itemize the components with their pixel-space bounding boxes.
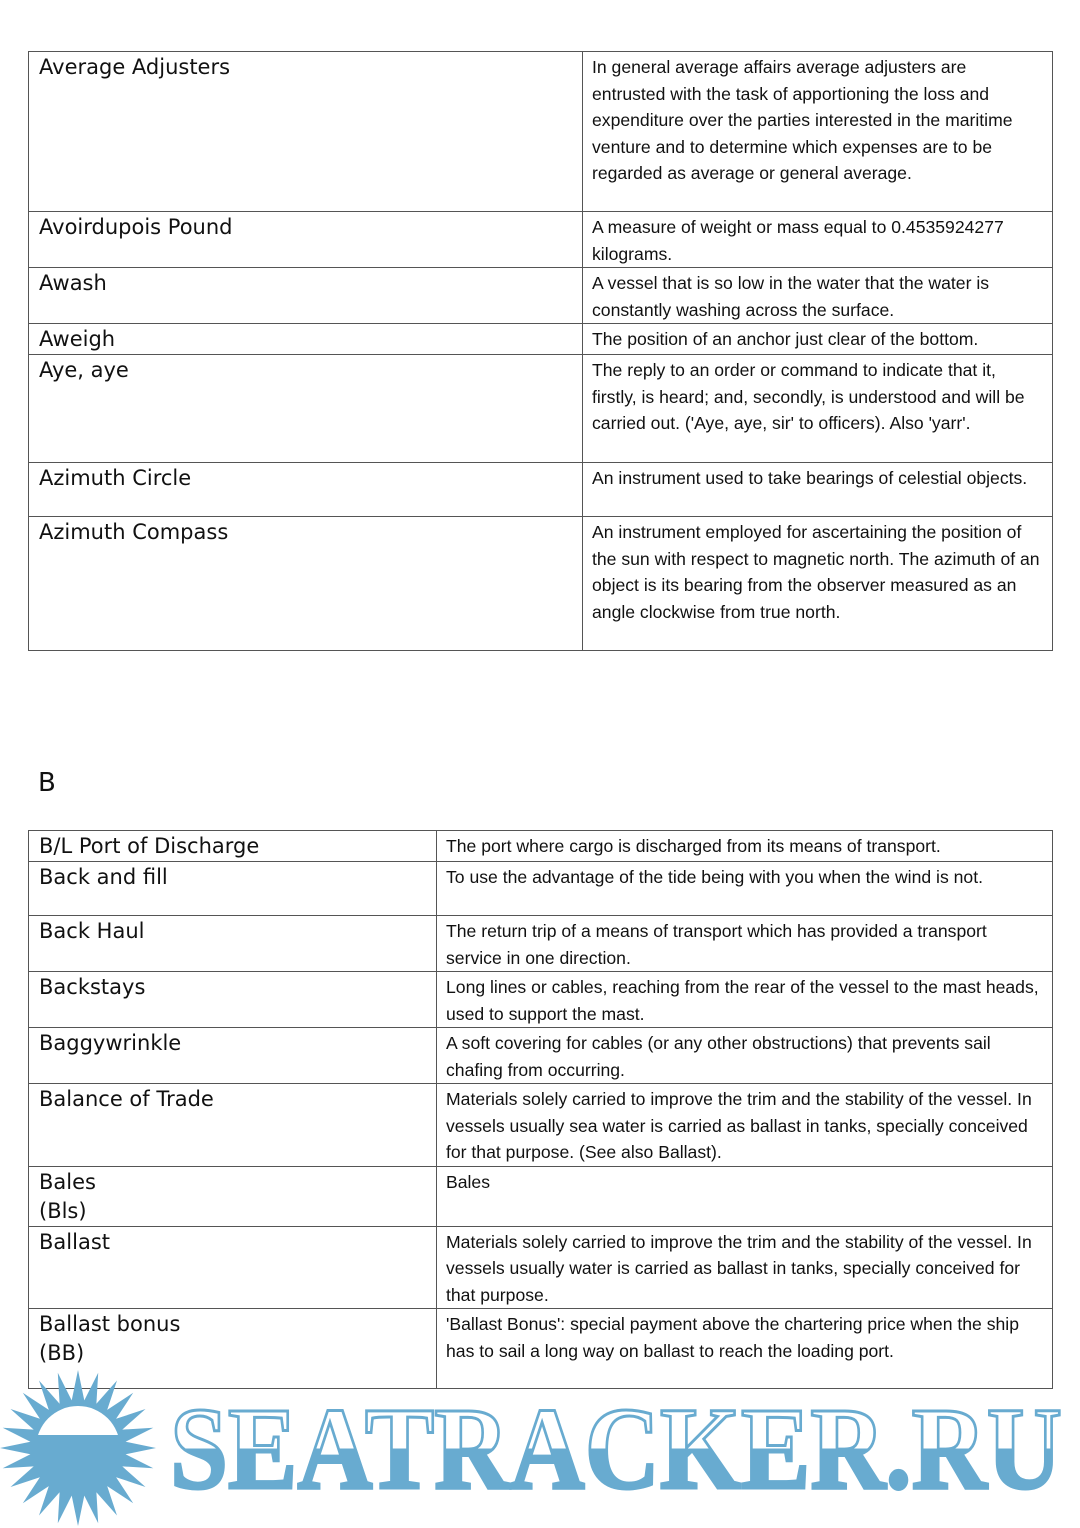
- table-row: [29, 463, 1053, 517]
- definition-cell: To use the advantage of the tide being with you when the wind is not.: [437, 862, 1053, 916]
- table-row: [29, 52, 1053, 212]
- seatracker-logo: [0, 1370, 1080, 1528]
- table-row: [29, 324, 1053, 355]
- glossary-table-a: [28, 51, 1053, 651]
- table-row: [29, 517, 1053, 651]
- definition-cell: An instrument employed for ascertaining the position of the sun with respect to magnetic north. The azimuth of an object is its bearing from the observer measured as an angle clockwise from true north.: [583, 517, 1053, 651]
- term-cell: Ballast bonus (BB): [29, 1309, 437, 1389]
- table-row: [29, 1084, 1053, 1167]
- table-row: [29, 212, 1053, 268]
- term-cell: Azimuth Circle: [29, 463, 583, 517]
- table-row: [29, 268, 1053, 324]
- definition-cell: Materials solely carried to improve the trim and the stability of the vessel. In vessels usually sea water is carried as ballast in tanks, specially conceived for that purpose. (See also Ballast).: [437, 1084, 1053, 1167]
- term-cell: Bales (Bls): [29, 1166, 437, 1226]
- table-row: [29, 831, 1053, 862]
- definition-cell: The port where cargo is discharged from its means of transport.: [437, 831, 1053, 862]
- glossary-table-b: [28, 830, 1053, 1389]
- definition-cell: A vessel that is so low in the water that the water is constantly washing across the surface.: [583, 268, 1053, 324]
- definition-cell: Bales: [437, 1166, 1053, 1226]
- term-cell: Backstays: [29, 972, 437, 1028]
- definition-cell: A measure of weight or mass equal to 0.4535924277 kilograms.: [583, 212, 1053, 268]
- sun-icon: [0, 1370, 156, 1526]
- term-cell: Awash: [29, 268, 583, 324]
- term-cell: B/L Port of Discharge: [29, 831, 437, 862]
- table-row: [29, 1166, 1053, 1226]
- term-cell: Back and fill: [29, 862, 437, 916]
- term-cell: Back Haul: [29, 916, 437, 972]
- definition-cell: The reply to an order or command to indicate that it, firstly, is heard; and, secondly, is understood and will be carried out. ('Aye, aye, sir' to officers). Also 'yarr'.: [583, 355, 1053, 463]
- table-row: [29, 355, 1053, 463]
- table-row: [29, 862, 1053, 916]
- term-cell: Baggywrinkle: [29, 1028, 437, 1084]
- term-cell: Balance of Trade: [29, 1084, 437, 1167]
- definition-cell: An instrument used to take bearings of celestial objects.: [583, 463, 1053, 517]
- definition-cell: Materials solely carried to improve the trim and the stability of the vessel. In vessels usually water is carried as ballast in tanks, specially conceived for that purpose.: [437, 1226, 1053, 1309]
- section-heading-b: B: [38, 768, 56, 798]
- definition-cell: A soft covering for cables (or any other obstructions) that prevents sail chafing from occurring.: [437, 1028, 1053, 1084]
- definition-cell: 'Ballast Bonus': special payment above the chartering price when the ship has to sail a long way on ballast to reach the loading port.: [437, 1309, 1053, 1389]
- table-row: [29, 1028, 1053, 1084]
- definition-cell: In general average affairs average adjusters are entrusted with the task of apportioning the loss and expenditure over the parties interested in the maritime venture and to determine which expenses are to be regarded as average or general average.: [583, 52, 1053, 212]
- logo-text: SEATRACKER.RU: [170, 1383, 1062, 1514]
- table-row: [29, 1226, 1053, 1309]
- term-cell: Aweigh: [29, 324, 583, 355]
- table-row: [29, 916, 1053, 972]
- definition-cell: Long lines or cables, reaching from the rear of the vessel to the mast heads, used to support the mast.: [437, 972, 1053, 1028]
- term-cell: Ballast: [29, 1226, 437, 1309]
- term-cell: Azimuth Compass: [29, 517, 583, 651]
- term-cell: Avoirdupois Pound: [29, 212, 583, 268]
- term-cell: Average Adjusters: [29, 52, 583, 212]
- table-row: [29, 972, 1053, 1028]
- term-cell: Aye, aye: [29, 355, 583, 463]
- definition-cell: The position of an anchor just clear of the bottom.: [583, 324, 1053, 355]
- definition-cell: The return trip of a means of transport which has provided a transport service in one direction.: [437, 916, 1053, 972]
